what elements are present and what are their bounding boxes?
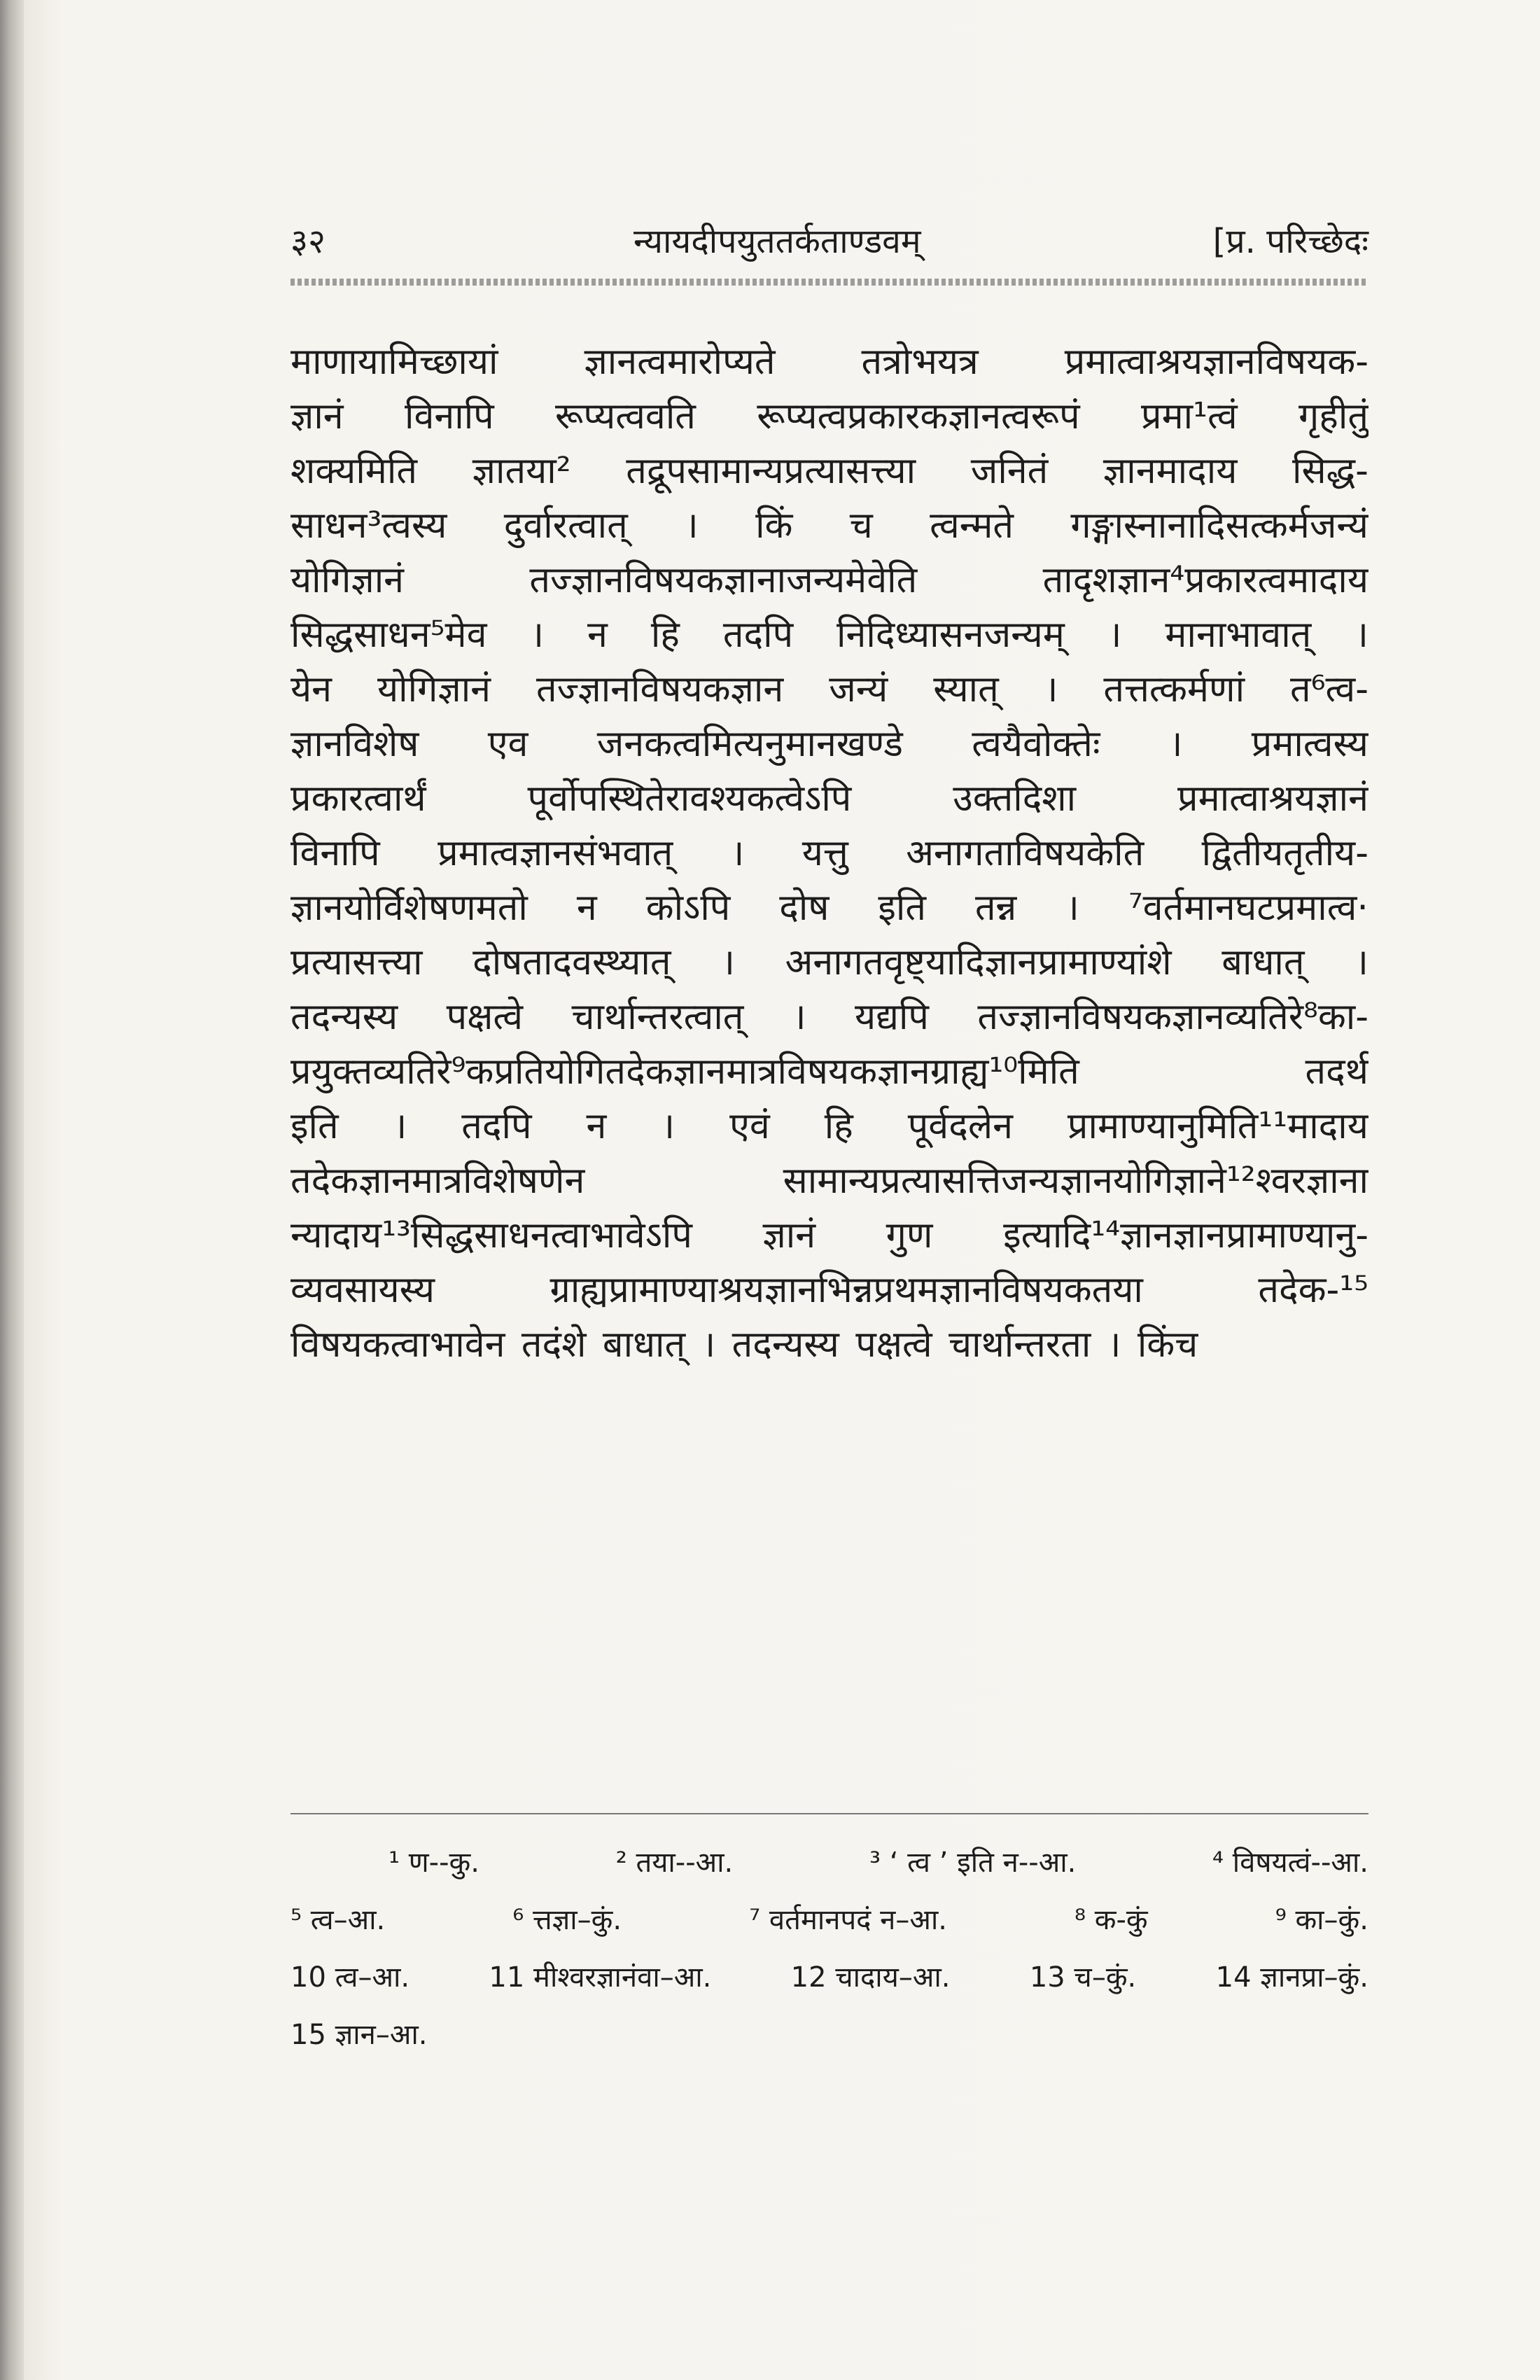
word: पूर्वदलेन — [907, 1105, 1013, 1147]
word: तन्न — [974, 887, 1017, 929]
word: यद्यपि — [855, 996, 929, 1038]
word: तद्रूपसामान्यप्रत्यासत्त्या — [626, 450, 916, 492]
word: न्यादाय¹³सिद्धसाधनत्वाभावेऽपि — [290, 1214, 692, 1256]
word: त्वन्मते — [930, 505, 1014, 547]
word: ज्ञानं — [290, 396, 344, 438]
footnote-entry: 12 चादाय–आ. — [790, 1961, 951, 1994]
footnote-entry: ⁴ विषयत्वं--आ. — [1212, 1847, 1368, 1879]
section-label: [प्र. परिच्छेदः — [1212, 222, 1368, 261]
word: त्वयैवोक्तेः — [972, 723, 1100, 765]
word: हि — [824, 1105, 853, 1147]
word: । — [393, 1105, 407, 1147]
word: । — [1107, 1324, 1121, 1366]
word: तज्ज्ञानविषयकज्ञान — [536, 668, 784, 710]
word: न — [586, 1105, 607, 1147]
word: माणायामिच्छायां — [290, 341, 498, 383]
text-line — [290, 444, 1368, 498]
word: हि — [650, 614, 680, 656]
word: ज्ञातया² — [472, 450, 571, 492]
word: प्रामाण्यानुमिति¹¹मादाय — [1067, 1105, 1368, 1147]
footnote-entry: ⁵ त्व–आ. — [290, 1904, 386, 1936]
word: अनागतवृष्ट्यादिज्ञानप्रामाण्यांशे — [785, 941, 1172, 983]
word: किंच — [1137, 1324, 1198, 1366]
word: ज्ञानं — [762, 1214, 816, 1256]
text-line — [290, 335, 1368, 389]
word: ⁷वर्तमानघटप्रमात्व· — [1128, 887, 1368, 929]
word: कोऽपि — [645, 887, 731, 929]
word: । — [1107, 614, 1122, 656]
word: प्रयुक्तव्यतिरे⁹कप्रतियोगितदेकज्ञानमात्रविषयकज्ञानग्राह्य¹⁰मिति — [290, 1051, 1079, 1093]
word: इत्यादि¹⁴ज्ञानज्ञानप्रामाण्यानु- — [1003, 1214, 1368, 1256]
word: । — [685, 505, 699, 547]
word: दुर्वारत्वात् — [503, 505, 628, 547]
text-line — [290, 1044, 1368, 1099]
word: तादृशज्ञान⁴प्रकारत्वमादाय — [1042, 559, 1368, 601]
word: तदेक-¹⁵ — [1258, 1269, 1368, 1311]
word: । — [701, 1324, 716, 1366]
footnote-entry: ³ ‘ त्व ’ इति न--आ. — [869, 1847, 1077, 1879]
word: तदन्यस्य — [732, 1324, 839, 1366]
word: तत्रोभयत्र — [861, 341, 979, 383]
word: । — [1168, 723, 1183, 765]
word: येन — [290, 668, 332, 710]
word: दोषतादवस्थ्यात् — [472, 941, 671, 983]
footnote-entry: 15 ज्ञान–आ. — [290, 2019, 428, 2051]
word: तदेकज्ञानमात्रविशेषणेन — [290, 1160, 585, 1202]
word: प्रकारत्वार्थं — [290, 778, 426, 820]
word: ज्ञानविशेष — [290, 723, 419, 765]
word: इति — [290, 1105, 339, 1147]
word: शक्यमिति — [290, 450, 418, 492]
text-line — [290, 826, 1368, 881]
word: बाधात् — [602, 1324, 686, 1366]
word: ज्ञानयोर्विशेषणमतो — [290, 887, 528, 929]
word: पक्षत्वे — [855, 1324, 932, 1366]
footnote-entry: ⁶ त्तज्ञा–कुं. — [512, 1904, 622, 1936]
word: गृहीतुं — [1298, 396, 1368, 438]
word: । — [1065, 887, 1079, 929]
word: साधन³त्वस्य — [290, 505, 447, 547]
text-line — [290, 881, 1368, 935]
text-line — [290, 1099, 1368, 1154]
word: तदन्यस्य — [290, 996, 398, 1038]
word: जनकत्वमित्यनुमानखण्डे — [596, 723, 903, 765]
footnote-entry: 14 ज्ञानप्रा–कुं. — [1215, 1961, 1368, 1994]
text-line — [290, 1317, 1368, 1372]
word: न — [587, 614, 608, 656]
footnote-entry: ² तया--आ. — [615, 1847, 734, 1879]
word: रूप्यत्वप्रकारकज्ञानत्वरूपं — [757, 396, 1080, 438]
word: विनापि — [290, 832, 380, 874]
word: तदपि — [461, 1105, 532, 1147]
footnote-entry: ¹ ण--कु. — [388, 1847, 479, 1879]
word: त⁶त्व- — [1290, 668, 1368, 710]
footnote-entry: ⁹ का–कुं. — [1275, 1904, 1368, 1936]
word: प्रमात्वाश्रयज्ञानविषयक- — [1064, 341, 1368, 383]
footnote-line — [290, 1834, 1368, 1891]
text-line — [290, 662, 1368, 717]
word: प्रमा¹त्वं — [1140, 396, 1238, 438]
word: गङ्गास्नानादिसत्कर्मजन्यं — [1070, 505, 1368, 547]
word: इति — [878, 887, 926, 929]
word: सामान्यप्रत्यासत्तिजन्यज्ञानयोगिज्ञाने¹²श्वरज्ञाना — [783, 1160, 1368, 1202]
word: विषयकत्वाभावेन — [290, 1324, 505, 1366]
word: योगिज्ञानं — [290, 559, 405, 601]
text-line — [290, 553, 1368, 608]
word: । — [792, 996, 806, 1038]
body-text — [290, 335, 1368, 1372]
word: तज्ज्ञानविषयकज्ञानव्यतिरे⁸का- — [977, 996, 1368, 1038]
word: निदिध्यासनजन्यम् — [836, 614, 1065, 656]
word: यत्तु — [802, 832, 848, 874]
text-line — [290, 1263, 1368, 1317]
word: । — [730, 832, 745, 874]
text-line — [290, 608, 1368, 662]
text-line — [290, 717, 1368, 771]
text-line — [290, 990, 1368, 1044]
word: व्यवसायस्य — [290, 1269, 435, 1311]
text-line — [290, 771, 1368, 826]
word: न — [576, 887, 597, 929]
header-rule — [290, 279, 1368, 286]
text-line — [290, 1208, 1368, 1263]
word: सिद्धसाधन⁵मेव — [290, 614, 487, 656]
word: स्यात् — [933, 668, 999, 710]
text-line — [290, 389, 1368, 444]
text-line — [290, 1154, 1368, 1208]
word: योगिज्ञानं — [377, 668, 491, 710]
word: सिद्ध- — [1292, 450, 1368, 492]
footnote-line — [290, 1949, 1368, 2006]
word: चार्थान्तरता — [948, 1324, 1091, 1366]
word: प्रमात्वस्य — [1251, 723, 1368, 765]
footnote-entry: 13 च–कुं. — [1029, 1961, 1137, 1994]
word: । — [1044, 668, 1058, 710]
word: तत्तत्कर्मणां — [1103, 668, 1245, 710]
footnote-entry: 11 मीश्वरज्ञानंवा–आ. — [489, 1961, 712, 1994]
word: ग्राह्यप्रामाण्याश्रयज्ञानभिन्नप्रथमज्ञानविषयकतया — [550, 1269, 1143, 1311]
word: रूप्यत्ववति — [555, 396, 696, 438]
word: ज्ञानमादाय — [1102, 450, 1238, 492]
footnote-entry: ⁷ वर्तमानपदं न–आ. — [749, 1904, 947, 1936]
text-line — [290, 935, 1368, 990]
word: ज्ञानत्वमारोप्यते — [584, 341, 776, 383]
word: प्रमात्वज्ञानसंभवात् — [438, 832, 673, 874]
word: जन्यं — [829, 668, 888, 710]
word: प्रमात्वाश्रयज्ञानं — [1177, 778, 1368, 820]
footnote-line — [290, 2006, 1368, 2064]
word: च — [849, 505, 873, 547]
page-header — [290, 210, 1368, 273]
word: दोष — [779, 887, 830, 929]
word: । — [721, 941, 735, 983]
word: बाधात् — [1222, 941, 1305, 983]
page-number: ३२ — [290, 222, 326, 261]
word: अनागताविषयकेति — [906, 832, 1144, 874]
word: गुण — [886, 1214, 933, 1256]
word: तज्ज्ञानविषयकज्ञानाजन्यमेवेति — [529, 559, 918, 601]
word: विनापि — [404, 396, 494, 438]
word: पक्षत्वे — [446, 996, 524, 1038]
word: पूर्वोपस्थितेरावश्यकत्वेऽपि — [527, 778, 852, 820]
footnotes — [290, 1834, 1368, 2064]
footnote-line — [290, 1891, 1368, 1949]
footnote-entry: ⁸ क-कुं — [1074, 1904, 1148, 1936]
word: किं — [755, 505, 793, 547]
word: तदपि — [722, 614, 794, 656]
word: प्रत्यासत्त्या — [290, 941, 423, 983]
word: चार्थान्तरत्वात् — [571, 996, 744, 1038]
word: मानाभावात् — [1165, 614, 1312, 656]
word: तदंशे — [521, 1324, 587, 1366]
word: । — [530, 614, 545, 656]
word: । — [1354, 614, 1368, 656]
word: । — [1354, 941, 1368, 983]
word: एव — [487, 723, 528, 765]
word: । — [661, 1105, 676, 1147]
word: द्वितीयतृतीय- — [1201, 832, 1368, 874]
running-title: न्यायदीपयुततर्कताण्डवम् — [634, 222, 921, 261]
word: जनितं — [970, 450, 1049, 492]
word: उक्तदिशा — [953, 778, 1077, 820]
footnote-entry: 10 त्व–आ. — [290, 1961, 410, 1994]
text-line — [290, 498, 1368, 553]
footnote-rule — [290, 1813, 1368, 1814]
word: एवं — [729, 1105, 770, 1147]
book-binding-edge — [0, 0, 24, 2380]
word: तदर्थ — [1305, 1051, 1368, 1093]
